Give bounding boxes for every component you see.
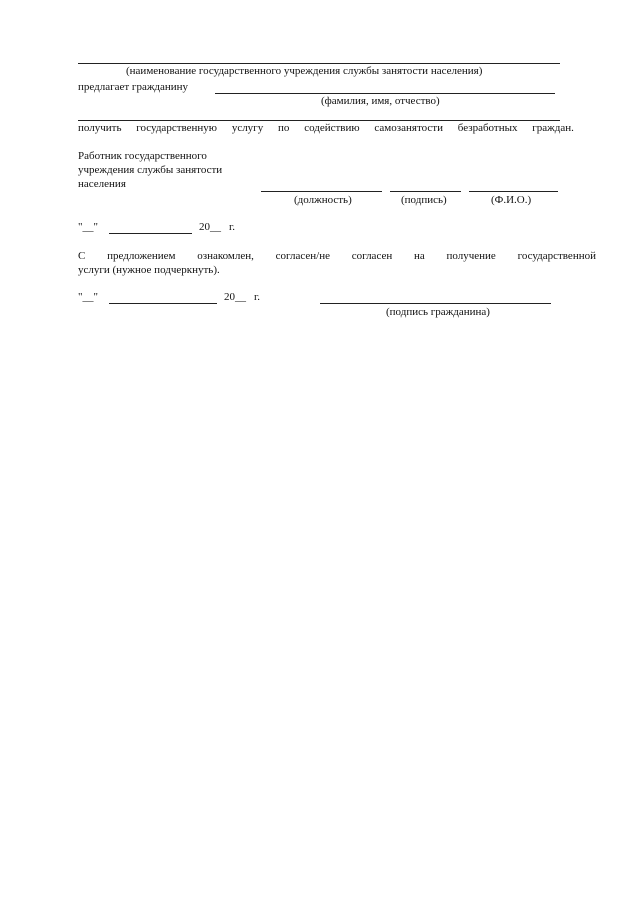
offers-citizen-label: предлагает гражданину <box>78 81 189 93</box>
worker-label-line2: учреждения службы занятости <box>78 164 223 176</box>
service-sentence-word: самозанятости <box>374 122 443 134</box>
worker-fio-line[interactable] <box>469 191 558 192</box>
service-sentence-word: получить <box>78 122 122 134</box>
org-name-caption: (наименование государственного учреждения службы занятости населения) <box>126 65 483 77</box>
consent-sentence-word: предложением <box>107 250 176 262</box>
consent-sentence-word: С <box>78 250 86 262</box>
date-day-quote-1: "__" <box>78 221 98 233</box>
date-year-prefix-1: 20__ <box>199 221 221 233</box>
date-month-line-2[interactable] <box>109 303 217 304</box>
date-year-suffix-1: г. <box>229 221 236 233</box>
consent-sentence-word: ознакомлен, <box>197 250 254 262</box>
consent-sentence-word: государственной <box>517 250 596 262</box>
service-sentence-word: содействию <box>304 122 360 134</box>
service-sentence-word: услугу <box>231 122 264 134</box>
position-line[interactable] <box>261 191 382 192</box>
date-day-quote-2: "__" <box>78 291 98 303</box>
date-year-prefix-2: 20__ <box>224 291 246 303</box>
fio-caption: (фамилия, имя, отчество) <box>321 95 440 107</box>
worker-label-line1: Работник государственного <box>78 150 207 162</box>
service-sentence <box>78 122 574 135</box>
worker-signature-line[interactable] <box>390 191 461 192</box>
consent-line-2: услуги (нужное подчеркнуть). <box>78 264 220 276</box>
position-caption: (должность) <box>294 194 352 206</box>
consent-sentence-word: согласен <box>351 250 393 262</box>
consent-sentence-word: на <box>413 250 425 262</box>
service-sentence-word: государственную <box>136 122 218 134</box>
worker-label-line3: населения <box>78 178 126 190</box>
signature-caption: (подпись) <box>401 194 447 206</box>
service-sentence-word: по <box>278 122 290 134</box>
citizen-fio-line[interactable] <box>215 93 555 94</box>
citizen-signature-caption: (подпись гражданина) <box>386 306 490 318</box>
citizen-signature-line[interactable] <box>320 303 551 304</box>
consent-sentence-word: согласен/не <box>275 250 330 262</box>
consent-sentence-word: получение <box>446 250 496 262</box>
date-year-suffix-2: г. <box>254 291 261 303</box>
continuation-line[interactable] <box>78 120 560 121</box>
date-month-line-1[interactable] <box>109 233 192 234</box>
service-sentence-word: безработных <box>457 122 518 134</box>
service-sentence-word: граждан. <box>532 122 574 134</box>
org-name-line[interactable] <box>78 63 560 64</box>
fio-short-caption: (Ф.И.О.) <box>491 194 532 206</box>
consent-sentence <box>78 250 596 263</box>
